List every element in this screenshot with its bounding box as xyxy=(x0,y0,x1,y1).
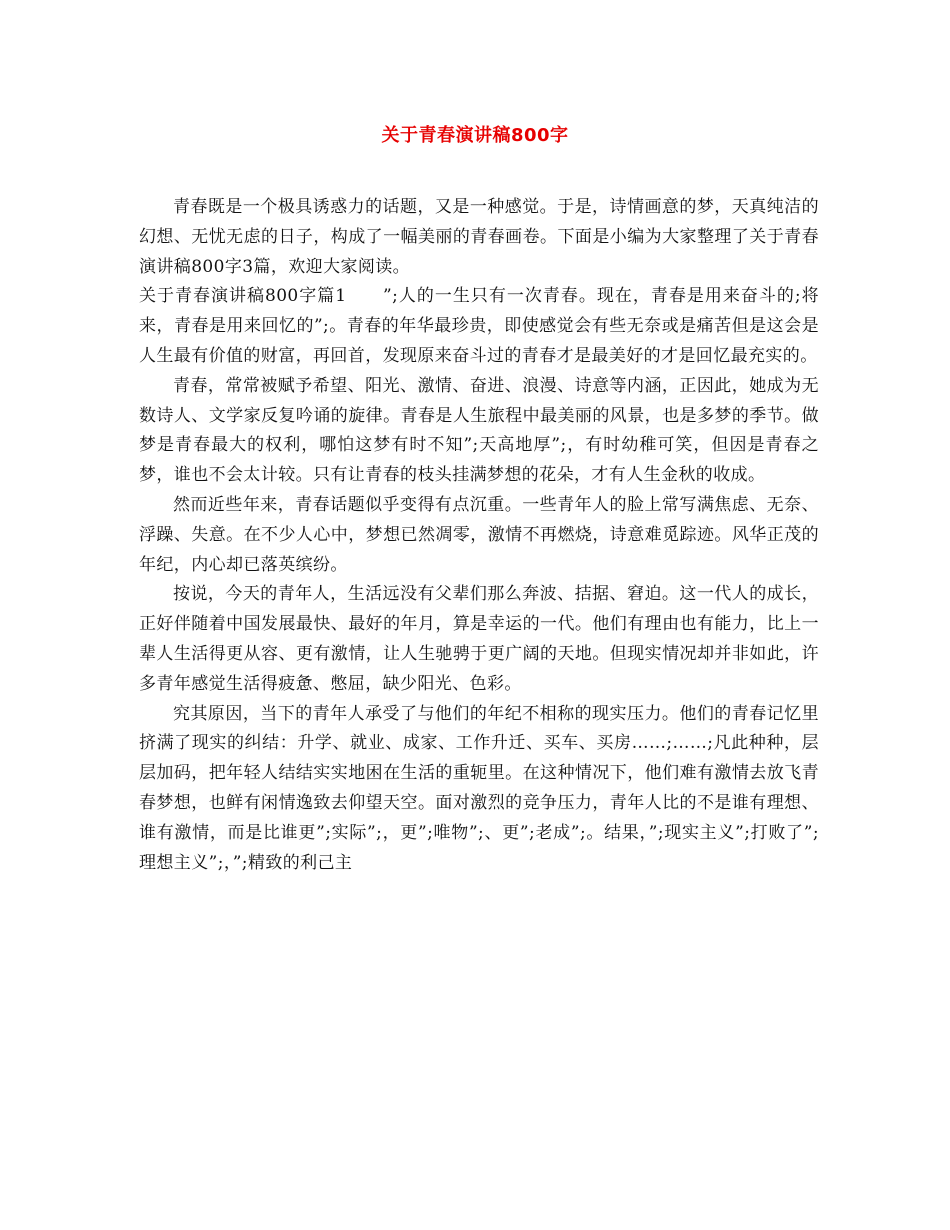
paragraph-youth-meaning: 青春，常常被赋予希望、阳光、激情、奋进、浪漫、诗意等内涵，正因此，她成为无数诗人、文学家反复吟诵的旋律。青春是人生旅程中最美丽的风景，也是多梦的季节。做梦是青春最大的权利，哪怕这梦有时不知”;天高地厚”;，有时幼稚可笑，但因是青春之梦，谁也不会太计较。只有让青春的枝头挂满梦想的花朵，才有人生金秋的收成。 xyxy=(139,375,819,486)
paragraph-intro: 青春既是一个极具诱惑力的话题，又是一种感觉。于是，诗情画意的梦，天真纯洁的幻想、无忧无虑的日子，构成了一幅美丽的青春画卷。下面是小编为大家整理了关于青春演讲稿800字3篇，欢迎大家阅读。 xyxy=(139,197,819,277)
paragraph-heavy-topic: 然而近些年来，青春话题似乎变得有点沉重。一些青年人的脸上常写满焦虑、无奈、浮躁、失意。在不少人心中，梦想已然凋零，激情不再燃烧，诗意难觅踪迹。风华正茂的年纪，内心却已落英缤纷。 xyxy=(139,494,819,575)
paragraph-generation: 按说，今天的青年人，生活远没有父辈们那么奔波、拮据、窘迫。这一代人的成长，正好伴随着中国发展最快、最好的年月，算是幸运的一代。他们有理由也有能力，比上一辈人生活得更从容、更有激情，让人生驰骋于更广阔的天地。但现实情况却并非如此，许多青年感觉生活得疲惫、憋屈，缺少阳光、色彩。 xyxy=(139,584,819,694)
document-body xyxy=(139,193,819,878)
paragraph-pressure: 究其原因，当下的青年人承受了与他们的年纪不相称的现实压力。他们的青春记忆里挤满了现实的纠结：升学、就业、成家、工作升迁、买车、买房……;……;凡此种种，层层加码，把年轻人结结实实地困在生活的重轭里。在这种情况下，他们难有激情去放飞青春梦想，也鲜有闲情逸致去仰望天空。面对激烈的竞争压力，青年人比的不是谁有理想、谁有激情，而是比谁更”;实际”;，更”;唯物”;、更”;老成”;。结果，”;现实主义”;打败了”;理想主义”;，”;精致的利己主 xyxy=(139,703,819,873)
paragraph-section-1: 关于青春演讲稿800字篇1 ”;人的一生只有一次青春。现在，青春是用来奋斗的;将来，青春是用来回忆的”;。青春的年华最珍贵，即使感觉会有些无奈或是痛苦但是这会是人生最有价值的财富，再回首，发现原来奋斗过的青春才是最美好的才是回忆最充实的。 xyxy=(139,286,819,366)
page-title: 关于青春演讲稿800字 xyxy=(381,125,569,146)
